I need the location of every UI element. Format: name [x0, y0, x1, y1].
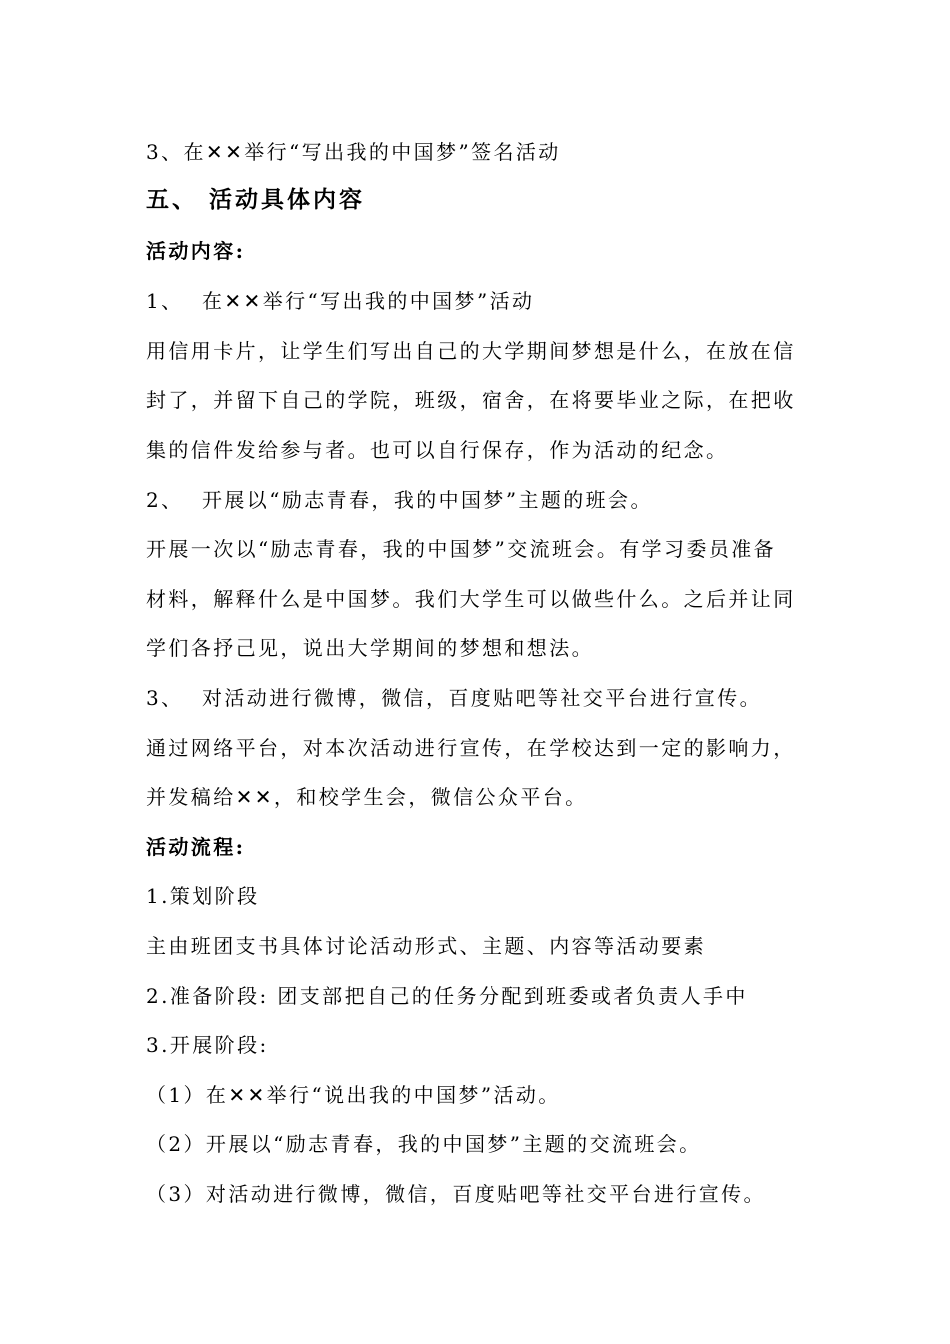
paragraph-line: 用信用卡片，让学生们写出自己的大学期间梦想是什么，在放在信	[146, 339, 796, 363]
paragraph-line: 材料，解释什么是中国梦。我们大学生可以做些什么。之后并让同	[146, 587, 796, 611]
paragraph-line: 学们各抒己见，说出大学期间的梦想和想法。	[146, 636, 594, 660]
content-item-2-number: 2、	[146, 488, 184, 512]
process-stage-3: 3.开展阶段:	[146, 1033, 269, 1057]
process-substep-1: （1）在✕✕举行“说出我的中国梦”活动。	[146, 1083, 561, 1107]
process-label: 活动流程:	[146, 835, 246, 859]
process-stage-2: 2.准备阶段: 团支部把自己的任务分配到班委或者负责人手中	[146, 984, 748, 1008]
paragraph-line: 并发稿给✕✕，和校学生会，微信公众平台。	[146, 785, 588, 809]
intro-item: 3、在✕✕举行“写出我的中国梦”签名活动	[146, 140, 561, 164]
content-item-2-title-row	[146, 486, 653, 514]
paragraph-line: 封了，并留下自己的学院，班级，宿舍，在将要毕业之际，在把收	[146, 388, 796, 412]
process-stage-1-desc: 主由班团支书具体讨论活动形式、主题、内容等活动要素	[146, 934, 706, 958]
content-item-3-title: 对活动进行微博，微信，百度贴吧等社交平台进行宣传。	[202, 686, 762, 710]
process-substep-2: （2）开展以“励志青春，我的中国梦”主题的交流班会。	[146, 1132, 702, 1156]
section-heading: 五、 活动具体内容	[146, 186, 366, 213]
content-item-1-number: 1、	[146, 289, 184, 313]
paragraph-line: 开展一次以“励志青春，我的中国梦”交流班会。有学习委员准备	[146, 537, 777, 561]
process-substep-3: （3）对活动进行微博，微信，百度贴吧等社交平台进行宣传。	[146, 1182, 766, 1206]
content-item-3-title-row	[146, 684, 762, 712]
content-item-3-number: 3、	[146, 686, 184, 710]
content-label: 活动内容:	[146, 239, 246, 263]
paragraph-line: 集的信件发给参与者。也可以自行保存，作为活动的纪念。	[146, 438, 729, 462]
paragraph-line: 通过网络平台，对本次活动进行宣传，在学校达到一定的影响力，	[146, 736, 796, 760]
content-item-2-title: 开展以“励志青春，我的中国梦”主题的班会。	[202, 488, 653, 512]
content-item-1-title: 在✕✕举行“写出我的中国梦”活动	[202, 289, 535, 313]
process-stage-1: 1.策划阶段	[146, 884, 260, 908]
content-item-1-title-row	[146, 287, 534, 315]
